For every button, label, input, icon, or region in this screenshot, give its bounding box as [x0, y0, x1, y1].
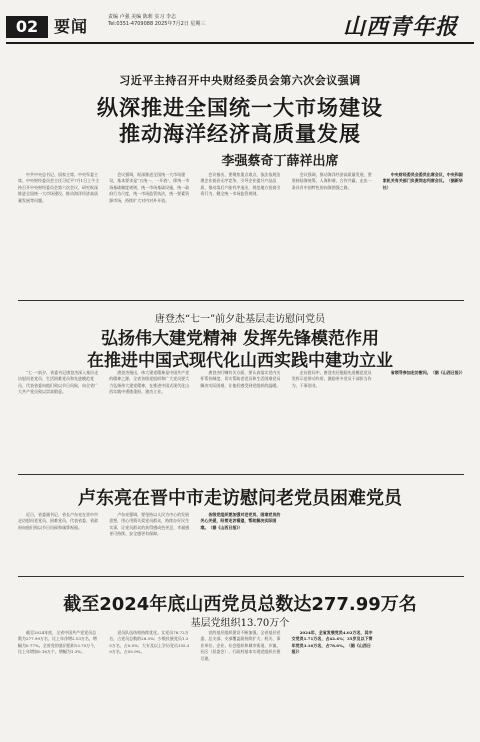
article2-body — [18, 370, 464, 466]
article4-paragraph: 党的基层组织建设不断加强。全省基层党委、总支部、支部覆盖面持续扩大，机关、事业单位、企业、社会组织和城市街道、乡镇、社区（居委会）、行政村基本实现党组织应建尽建。 — [200, 630, 281, 661]
section-divider — [18, 474, 464, 475]
article1-paragraph: 会议强调，纵深推进全国统一大市场建设，基本要求是“五统一、一开放”，即统一市场基础制度规则，统一市场基础设施，统一政府行为尺度，统一市场监管执法，统一要素资源市场，持续扩大对内对外开放。 — [109, 172, 190, 203]
article4-paragraph: 截至2024年底，全省中国共产党党员总数为277.99万名，比上年净增2.13万名，增幅为0.77%。全省党的基层组织13.70万个，比上年增加0.18万个，增幅为1.3%。 — [18, 630, 99, 655]
editor-line: 责编 卢强 美编 陈莉 实习 李志 — [108, 14, 176, 20]
article3-paragraph: 各级党组织要加强对老党员、困难党员的关心关爱，经常走访看望，帮助解决实际困难。（据《山西日报》） — [200, 512, 281, 530]
article3-paragraph: 卢东亮强调，要坚持以人民为中心的发展思想，用心用情关爱党员群众，持续办好民生实事，让党员群众的获得感成色更足、幸福感更可持续、安全感更有保障。 — [109, 512, 190, 537]
date-line: Tel:0351-4709088 2025年7月2日 星期三 — [108, 21, 206, 27]
article1-headline-line1: 纵深推进全国统一大市场建设 — [97, 96, 383, 120]
article4-headline: 截至2024年底山西党员总数达277.99万名 — [63, 594, 417, 615]
masthead — [0, 0, 480, 44]
article1-subhead: 李强蔡奇丁薛祥出席 — [221, 154, 339, 169]
article2-paragraph: “七一”前夕，省委书记唐登杰深入基层走访慰问老党员、生活困难党员和先进模范党员，代表省委向他们致以节日问候，向全省广大共产党员致以崇高敬意。 — [18, 370, 99, 395]
article2-headline-line2: 在推进中国式现代化山西实践中建功立业 — [87, 351, 393, 371]
section-divider — [18, 576, 464, 577]
article1-paragraph: 中共中央总书记、国家主席、中央军委主席、中央财经委员会主任习近平7月1日上午主持召开中央财经委员会第六次会议，研究纵深推进全国统一大市场建设、推动海洋经济高质量发展等问题。 — [18, 172, 100, 203]
article2-headline-line1: 弘扬伟大建党精神 发挥先锋模范作用 — [101, 329, 379, 349]
article4-paragraph: 2024年，全省发展党员4.02万名，其中女党员1.71万名，占42.4%；35岁及以下青年党员3.16万名，占78.6%。（据《山西日报》） — [291, 630, 373, 655]
article1-paragraph: 中央财经委员会委员出席会议，中央和国家机关有关部门负责同志列席会议。（据新华社） — [382, 172, 463, 190]
article4-subhead: 基层党组织13.70万个 — [190, 618, 290, 629]
article3-body — [18, 512, 464, 568]
page-number: 02 — [6, 16, 48, 38]
article2-paragraph: 省领导参加走访慰问。（据《山西日报》） — [390, 370, 465, 375]
masthead-rule — [6, 42, 474, 44]
article2-paragraph: 走访慰问中，唐登杰还勉励先进模范党员发挥示范带动作用，激励更多党员干部担当作为、干事创业。 — [291, 370, 372, 388]
article1-body — [18, 172, 464, 280]
article4-paragraph: 党员队伍结构持续优化。女党员78.72万名，占党员总数的28.3%；少数民族党员1.35万名，占0.5%；大专及以上学历党员155.39万名，占55.9%。 — [109, 630, 190, 655]
article2-paragraph: 唐登杰叮嘱有关方面，要认真落实党内关怀帮扶制度，切实帮助老党员和生活困难党员解决实际困难，让他们感受到党组织的温暖。 — [200, 370, 281, 388]
article2-paragraph: 唐登杰指出，伟大建党精神是中国共产党的精神之源，全省各级党组织和广大党员要大力弘扬伟大建党精神，在推进中国式现代化山西实践中勇挑重担、建功立业。 — [109, 370, 190, 395]
article3-paragraph: 近日，省委副书记、省长卢东亮在晋中市走访慰问老党员、困难党员，代表省委、省政府向他们致以节日问候和诚挚祝福。 — [18, 512, 98, 530]
editor-info — [108, 14, 258, 28]
newspaper-logo: 山西青年报 — [342, 14, 458, 40]
article1-paragraph: 会议指出，要聚焦重点难点，依法依规治理企业低价无序竞争，引导企业提升产品品质，推动落后产能有序退出，规范地方招商引资行为，健全统一市场监管规则。 — [200, 172, 281, 197]
article1-kicker: 习近平主持召开中央财经委员会第六次会议强调 — [119, 74, 361, 87]
article1-paragraph: 会议强调，推动海洋经济高质量发展，要坚持陆海统筹、人海和谐、合作共赢，走出一条具有中国特色的向海图强之路。 — [291, 172, 372, 190]
section-name: 要闻 — [54, 17, 89, 36]
article3-headline: 卢东亮在晋中市走访慰问老党员困难党员 — [78, 488, 402, 509]
section-divider — [18, 300, 464, 301]
article2-kicker: 唐登杰“七一”前夕赴基层走访慰问党员 — [154, 314, 326, 325]
article1-headline-line2: 推动海洋经济高质量发展 — [119, 122, 361, 146]
article4-body — [18, 630, 464, 738]
